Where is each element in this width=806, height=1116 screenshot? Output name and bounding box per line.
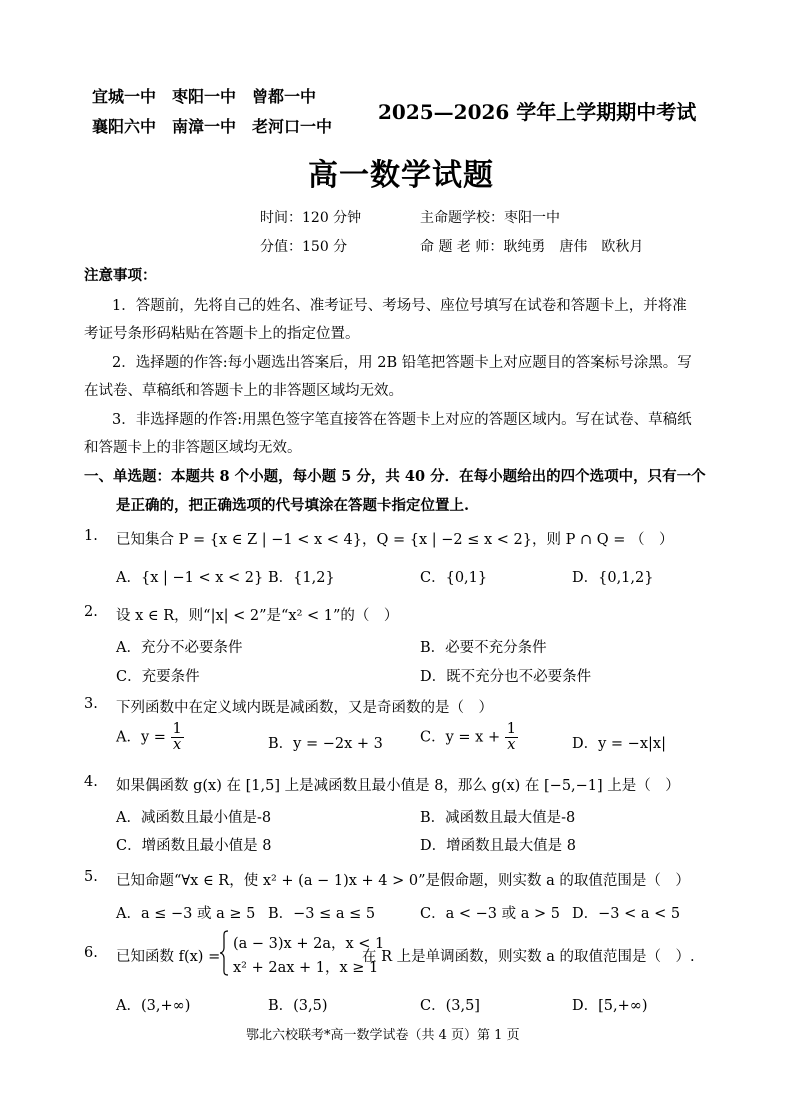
notice-item-2-line-2: 在试卷、草稿纸和答题卡上的非答题区域均无效。 <box>84 383 403 399</box>
question-3-option-c <box>420 722 518 753</box>
question-4-number: 4. <box>84 774 98 790</box>
question-2-option-c: C．充要条件 <box>116 669 200 685</box>
question-3-option-d: D．y = −x|x| <box>572 736 666 752</box>
question-3-option-a <box>116 722 184 753</box>
section-1-heading: 一、单选题：本题共 8 个小题，每小题 5 分，共 40 分．在每小题给出的四个选项中，只有一个 <box>84 468 706 485</box>
notice-item-3-line-1: 3．非选择题的作答:用黑色签字笔直接答在答题卡上对应的答题区域内。写在试卷、草稿纸 <box>112 412 692 428</box>
question-5-number: 5. <box>84 869 98 885</box>
section-1-heading-cont: 是正确的，把正确选项的代号填涂在答题卡指定位置上. <box>116 497 470 514</box>
question-2-stem: 设 x ∈ R，则“|x| < 2”是“x² < 1”的（ ） <box>116 608 399 624</box>
question-6-option-c: C．(3,5] <box>420 998 480 1014</box>
question-5-option-a: A．a ≤ −3 或 a ≥ 5 <box>116 906 256 922</box>
question-3-option-c-prefix: C．y = x + <box>420 729 501 746</box>
page-title: 高一数学试题 <box>308 158 494 193</box>
piecewise-brace <box>219 930 229 976</box>
question-3-number: 3. <box>84 696 98 712</box>
notice-item-3-line-2: 和答题卡上的非答题区域均无效。 <box>84 440 302 456</box>
question-6-number: 6. <box>84 945 98 961</box>
question-1-option-b: B．{1,2} <box>268 570 335 586</box>
schools-row-2: 襄阳六中 南漳一中 老河口一中 <box>92 117 333 136</box>
question-3-option-a-fraction <box>171 722 184 753</box>
question-3-option-c-fraction <box>505 722 518 753</box>
question-6-stem-suffix: 在 R 上是单调函数，则实数 a 的取值范围是（ ）. <box>362 949 695 965</box>
question-2-option-d: D．既不充分也不必要条件 <box>420 669 592 685</box>
question-6-option-d: D．[5,+∞) <box>572 998 648 1014</box>
notice-item-1-line-1: 1．答题前，先将自己的姓名、准考证号、考场号、座位号填写在试卷和答题卡上，并将准 <box>112 298 687 314</box>
notice-item-1-line-2: 考证号条形码粘贴在答题卡上的指定位置。 <box>84 326 360 342</box>
question-3-stem: 下列函数中在定义域内既是减函数，又是奇函数的是（ ） <box>116 700 493 716</box>
question-6-piece-1: (a − 3)x + 2a，x < 1 <box>233 936 385 952</box>
question-6-stem-prefix: 已知函数 f(x) = <box>116 949 221 965</box>
question-2-option-b: B．必要不充分条件 <box>420 640 547 656</box>
exam-score: 分值：150 分 <box>260 239 348 255</box>
question-1-option-d: D．{0,1,2} <box>572 570 654 586</box>
question-5-option-d: D．−3 < a < 5 <box>572 906 681 922</box>
question-1-option-a: A．{x | −1 < x < 2} <box>116 570 264 586</box>
fraction-denominator: x <box>507 737 516 753</box>
question-4-stem: 如果偶函数 g(x) 在 [1,5] 上是减函数且最小值是 8，那么 g(x) 在 [−5,−1] 上是（ ） <box>116 778 680 794</box>
schools-row-1: 宜城一中 枣阳一中 曾都一中 <box>92 87 317 106</box>
question-5-stem: 已知命题“∀x ∈ R，使 x² + (a − 1)x + 4 > 0”是假命题，则实数 a 的取值范围是（ ） <box>116 873 690 889</box>
question-6-option-a: A．(3,+∞) <box>116 998 191 1014</box>
question-4-option-c: C．增函数且最小值是 8 <box>116 838 272 854</box>
question-5-option-b: B．−3 ≤ a ≤ 5 <box>268 906 376 922</box>
question-3-option-b: B．y = −2x + 3 <box>268 736 383 752</box>
notice-heading: 注意事项： <box>84 267 157 284</box>
question-3-option-a-prefix: A．y = <box>116 729 166 746</box>
question-4-option-b: B．减函数且最大值是-8 <box>420 810 576 826</box>
question-2-option-a: A．充分不必要条件 <box>116 640 243 656</box>
question-4-option-a: A．减函数且最小值是-8 <box>116 810 272 826</box>
notice-item-2-line-1: 2．选择题的作答:每小题选出答案后，用 2B 铅笔把答题卡上对应题目的答案标号涂黑。写 <box>112 355 692 371</box>
question-2-number: 2. <box>84 604 98 620</box>
exam-name: 2025—2026 学年上学期期中考试 <box>378 100 697 124</box>
question-1-stem: 已知集合 P = {x ∈ Z | −1 < x < 4}，Q = {x | −2 ≤ x < 2}，则 P ∩ Q = （ ） <box>116 532 674 548</box>
page-footer: 鄂北六校联考*高一数学试卷（共 4 页）第 1 页 <box>246 1028 520 1043</box>
question-4-option-d: D．增函数且最大值是 8 <box>420 838 576 854</box>
question-6-option-b: B．(3,5) <box>268 998 328 1014</box>
fraction-numerator: 1 <box>172 721 182 737</box>
question-6-piece-2: x² + 2ax + 1，x ≥ 1 <box>233 960 379 976</box>
fraction-denominator: x <box>173 737 182 753</box>
exam-time: 时间：120 分钟 <box>260 210 362 226</box>
question-1-option-c: C．{0,1} <box>420 570 488 586</box>
question-5-option-c: C．a < −3 或 a > 5 <box>420 906 560 922</box>
host-school: 主命题学校：枣阳一中 <box>420 210 560 226</box>
exam-teachers: 命 题 老 师：耿纯勇 唐伟 欧秋月 <box>420 239 644 255</box>
fraction-numerator: 1 <box>506 721 516 737</box>
question-1-number: 1. <box>84 528 98 544</box>
